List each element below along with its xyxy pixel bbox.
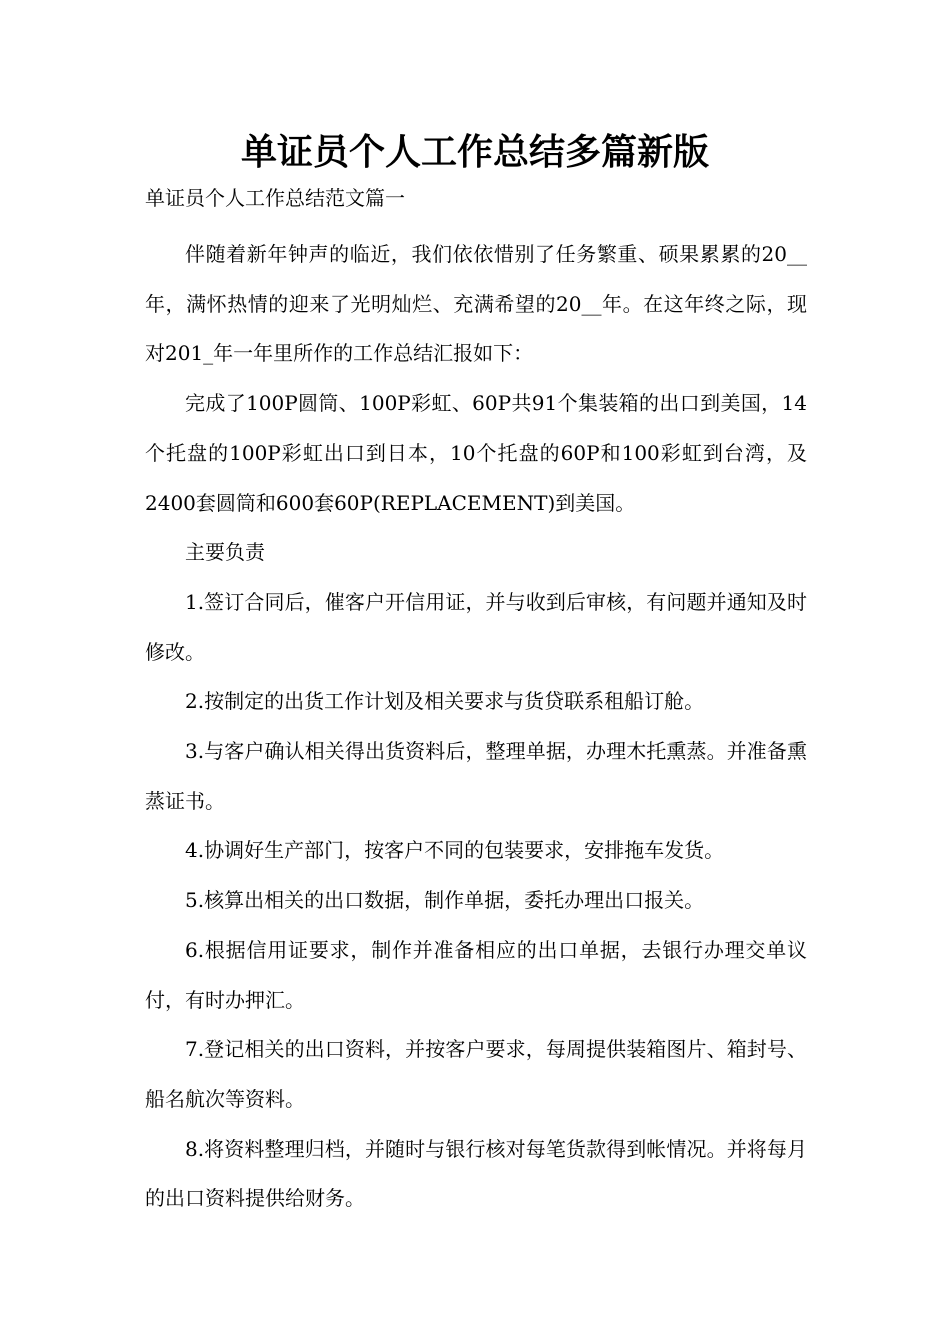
list-item-6: 6.根据信用证要求，制作并准备相应的出口单据，去银行办理交单议付，有时办押汇。 [145, 937, 807, 1012]
list-item-1: 1.签订合同后，催客户开信用证，并与收到后审核，有问题并通知及时修改。 [145, 589, 807, 664]
list-item-3: 3.与客户确认相关得出货资料后，整理单据，办理木托熏蒸。并准备熏蒸证书。 [145, 739, 807, 813]
document-body [145, 230, 807, 1224]
paragraph-intro: 伴随着新年钟声的临近，我们依依惜别了任务繁重、硕果累累的20__年，满怀热情的迎来了光明灿烂、充满希望的20__年。在这年终之际，现对201_年一年里所作的工作总结汇报如下： [145, 242, 807, 366]
list-item-4: 4.协调好生产部门，按客户不同的包装要求，安排拖车发货。 [185, 838, 725, 863]
list-item-8: 8.将资料整理归档，并随时与银行核对每笔货款得到帐情况。并将每月的出口资料提供给财务。 [145, 1136, 807, 1211]
list-item-7: 7.登记相关的出口资料，并按客户要求，每周提供装箱图片、箱封号、船名航次等资料。 [145, 1037, 807, 1111]
list-item-2: 2.按制定的出货工作计划及相关要求与货贷联系租船订舱。 [185, 689, 705, 714]
list-item-5: 5.核算出相关的出口数据，制作单据，委托办理出口报关。 [185, 888, 705, 913]
paragraph-responsibilities-heading: 主要负责 [185, 540, 265, 565]
section-heading: 单证员个人工作总结范文篇一 [145, 186, 405, 210]
paragraph-achievements: 完成了100P圆筒、100P彩虹、60P共91个集装箱的出口到美国，14个托盘的100P彩虹出口到日本，10个托盘的60P和100彩虹到台湾，及2400套圆筒和600套60P(REPLACEMENT)到美国。 [145, 391, 807, 515]
document-title: 单证员个人工作总结多篇新版 [240, 132, 709, 173]
